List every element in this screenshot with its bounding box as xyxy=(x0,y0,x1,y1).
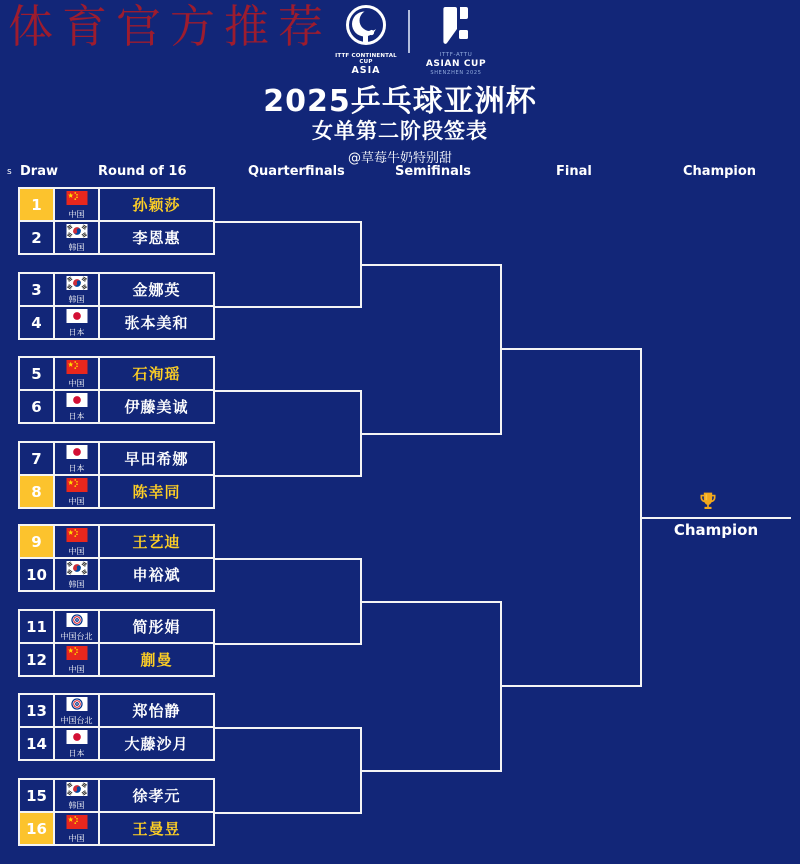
player-name: 陈幸同 xyxy=(100,476,213,507)
flag-jp-icon xyxy=(66,444,88,463)
player-name: 伊藤美诚 xyxy=(100,391,213,422)
country-label: 中国 xyxy=(68,497,85,506)
match-pair-4 xyxy=(18,441,215,509)
flag-kr-icon xyxy=(66,275,88,294)
country-label: 中国 xyxy=(68,547,85,556)
flag-cn-icon xyxy=(66,814,88,833)
match-pair-5 xyxy=(18,524,215,592)
seed-number: 13 xyxy=(20,695,53,726)
left-logo-text-2: ASIA xyxy=(351,65,381,76)
country-label: 中国台北 xyxy=(60,632,93,641)
flag-cell xyxy=(55,307,98,338)
player-name: 李恩惠 xyxy=(100,222,213,253)
bracket-line xyxy=(500,685,640,687)
country-label: 中国 xyxy=(68,834,85,843)
country-label: 日本 xyxy=(68,749,85,758)
flag-tpe-icon xyxy=(66,696,88,715)
bracket-line xyxy=(360,264,500,266)
author-credit: @草莓牛奶特别甜 xyxy=(347,151,452,166)
player-name: 张本美和 xyxy=(100,307,213,338)
country-label: 中国 xyxy=(68,210,85,219)
seed-number: 10 xyxy=(20,559,53,590)
bracket-line xyxy=(360,433,500,435)
player-name: 石洵瑶 xyxy=(100,358,213,389)
flag-jp-icon xyxy=(66,392,88,411)
player-name: 早田希娜 xyxy=(100,443,213,474)
flag-cn-icon xyxy=(66,190,88,209)
player-name: 孙颖莎 xyxy=(100,189,213,220)
flag-cn-icon xyxy=(66,477,88,496)
bracket-line xyxy=(360,770,500,772)
match-pair-6 xyxy=(18,609,215,677)
column-header-quarterfinals: Quarterfinals xyxy=(248,164,345,179)
flag-kr-icon xyxy=(66,560,88,579)
flag-cell xyxy=(55,189,98,220)
seed-number: 5 xyxy=(20,358,53,389)
player-name: 王艺迪 xyxy=(100,526,213,557)
seed-number: 15 xyxy=(20,780,53,811)
country-label: 韩国 xyxy=(68,801,85,810)
bracket-line xyxy=(215,558,360,560)
flag-jp-icon xyxy=(66,308,88,327)
flag-cell xyxy=(55,728,98,759)
player-name: 大藤沙月 xyxy=(100,728,213,759)
seed-number: 8 xyxy=(20,476,53,507)
flag-cell xyxy=(55,526,98,557)
flag-kr-icon xyxy=(66,781,88,800)
seed-number: 11 xyxy=(20,611,53,642)
bracket-line xyxy=(215,812,360,814)
bracket-line xyxy=(215,643,360,645)
paddle-in-circle-icon xyxy=(338,4,394,48)
flag-cell xyxy=(55,476,98,507)
asian-cup-logo xyxy=(420,6,492,76)
seed-number: 12 xyxy=(20,644,53,675)
bracket-line xyxy=(215,221,360,223)
country-label: 韩国 xyxy=(68,295,85,304)
page-subtitle: 女单第二阶段签表 xyxy=(312,119,488,143)
country-label: 中国 xyxy=(68,379,85,388)
match-pair-3 xyxy=(18,356,215,424)
flag-jp-icon xyxy=(66,729,88,748)
column-header-draw: Draw xyxy=(20,164,58,179)
flag-cell xyxy=(55,222,98,253)
player-name: 郑怡静 xyxy=(100,695,213,726)
bracket-line xyxy=(215,475,360,477)
flag-cell xyxy=(55,695,98,726)
flag-cn-icon xyxy=(66,645,88,664)
country-label: 日本 xyxy=(68,328,85,337)
seed-number: 16 xyxy=(20,813,53,844)
column-header-champion: Champion xyxy=(683,164,757,179)
flag-cell xyxy=(55,611,98,642)
bracket-line xyxy=(360,601,500,603)
country-label: 日本 xyxy=(68,464,85,473)
player-name: 简彤娟 xyxy=(100,611,213,642)
watermark-text: 体育官方推荐 xyxy=(8,0,333,53)
seed-number: 7 xyxy=(20,443,53,474)
asian-cup-mark-icon xyxy=(439,6,473,46)
country-label: 韩国 xyxy=(68,243,85,252)
match-pair-2 xyxy=(18,272,215,340)
column-header-round-of-16: Round of 16 xyxy=(98,164,187,179)
flag-cell xyxy=(55,391,98,422)
champion-label: Champion xyxy=(673,521,759,539)
flag-cell xyxy=(55,358,98,389)
bracket-line xyxy=(215,727,360,729)
flag-cn-icon xyxy=(66,527,88,546)
flag-tpe-icon xyxy=(66,612,88,631)
bracket-line xyxy=(215,306,360,308)
ittf-continental-cup-logo xyxy=(332,4,400,76)
bracket-line xyxy=(640,517,791,519)
seed-number: 4 xyxy=(20,307,53,338)
column-header-semifinals: Semifinals xyxy=(395,164,472,179)
page-title: 2025乒乓球亚洲杯 xyxy=(263,84,537,119)
country-label: 中国 xyxy=(68,665,85,674)
seed-number: 9 xyxy=(20,526,53,557)
player-name: 王曼昱 xyxy=(100,813,213,844)
country-label: 日本 xyxy=(68,412,85,421)
trophy-icon xyxy=(698,491,718,511)
player-name: 申裕斌 xyxy=(100,559,213,590)
player-name: 金娜英 xyxy=(100,274,213,305)
logo-divider-line xyxy=(408,10,410,53)
seed-number: 2 xyxy=(20,222,53,253)
country-label: 韩国 xyxy=(68,580,85,589)
country-label: 中国台北 xyxy=(60,716,93,725)
seed-number: 14 xyxy=(20,728,53,759)
player-name: 蒯曼 xyxy=(100,644,213,675)
right-logo-text-2: ASIAN CUP xyxy=(425,59,487,69)
flag-cell xyxy=(55,644,98,675)
bracket-line xyxy=(500,348,640,350)
right-logo-text-3: SHENZHEN 2025 xyxy=(430,70,482,76)
match-pair-7 xyxy=(18,693,215,761)
match-pair-1 xyxy=(18,187,215,255)
flag-kr-icon xyxy=(66,223,88,242)
flag-cell xyxy=(55,443,98,474)
flag-cell xyxy=(55,780,98,811)
flag-cell xyxy=(55,274,98,305)
player-name: 徐孝元 xyxy=(100,780,213,811)
left-logo-text-1: ITTF CONTINENTAL CUP xyxy=(335,53,397,65)
flag-cell xyxy=(55,559,98,590)
column-header-s: s xyxy=(7,167,12,177)
right-logo-text-1: ITTF-ATTU xyxy=(439,52,473,58)
flag-cn-icon xyxy=(66,359,88,378)
match-pair-8 xyxy=(18,778,215,846)
flag-cell xyxy=(55,813,98,844)
seed-number: 1 xyxy=(20,189,53,220)
seed-number: 6 xyxy=(20,391,53,422)
seed-number: 3 xyxy=(20,274,53,305)
column-header-final: Final xyxy=(556,164,592,179)
bracket-line xyxy=(215,390,360,392)
